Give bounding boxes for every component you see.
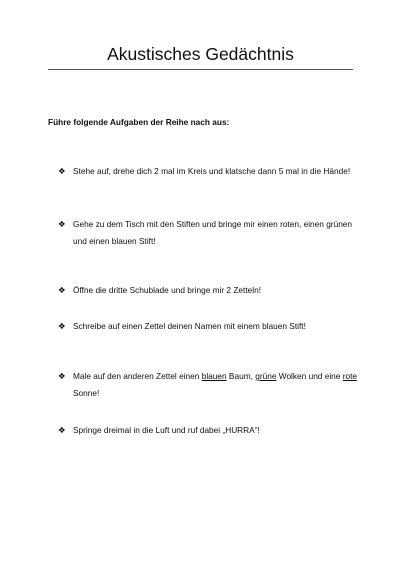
task-text: Öffne die dritte Schublade und bringe mir 2 Zetteln! <box>73 285 262 295</box>
diamond-bullet-icon: ❖ <box>58 166 66 176</box>
diamond-bullet-icon: ❖ <box>58 371 66 381</box>
title-divider <box>48 69 353 70</box>
task-text: Springe dreimal in die Luft und ruf dabei „HURRA“! <box>73 425 260 435</box>
task-item-3 <box>58 282 358 299</box>
page-title: Akustisches Gedächtnis <box>107 44 294 64</box>
task-item-5 <box>58 368 358 402</box>
diamond-bullet-icon: ❖ <box>58 285 66 295</box>
task-item-1 <box>58 163 358 180</box>
color-word-red: rote <box>342 371 358 381</box>
color-word-blue: blauen <box>201 371 227 381</box>
task-text: Gehe zu dem Tisch mit den Stiften und bringe mir einen roten, einen grünen und einen blauen Stift! <box>73 219 353 246</box>
task-text-part: Male auf den anderen Zettel einen <box>73 371 202 381</box>
task-text <box>73 368 358 402</box>
task-item-2 <box>58 216 358 250</box>
task-text: Schreibe auf einen Zettel deinen Namen mit einem blauen Stift! <box>73 321 306 331</box>
task-text-part: Wolken und eine <box>276 371 343 381</box>
task-text-part: Baum, <box>226 371 256 381</box>
instruction-text: Führe folgende Aufgaben der Reihe nach aus: <box>48 117 230 127</box>
diamond-bullet-icon: ❖ <box>58 321 66 331</box>
task-text: Stehe auf, drehe dich 2 mal im Kreis und klatsche dann 5 mal in die Hände! <box>73 166 351 176</box>
task-item-4 <box>58 318 358 335</box>
color-word-green: grüne <box>255 371 277 381</box>
task-text-part: Sonne! <box>73 388 100 398</box>
diamond-bullet-icon: ❖ <box>58 219 66 229</box>
task-item-6 <box>58 422 358 439</box>
diamond-bullet-icon: ❖ <box>58 425 66 435</box>
